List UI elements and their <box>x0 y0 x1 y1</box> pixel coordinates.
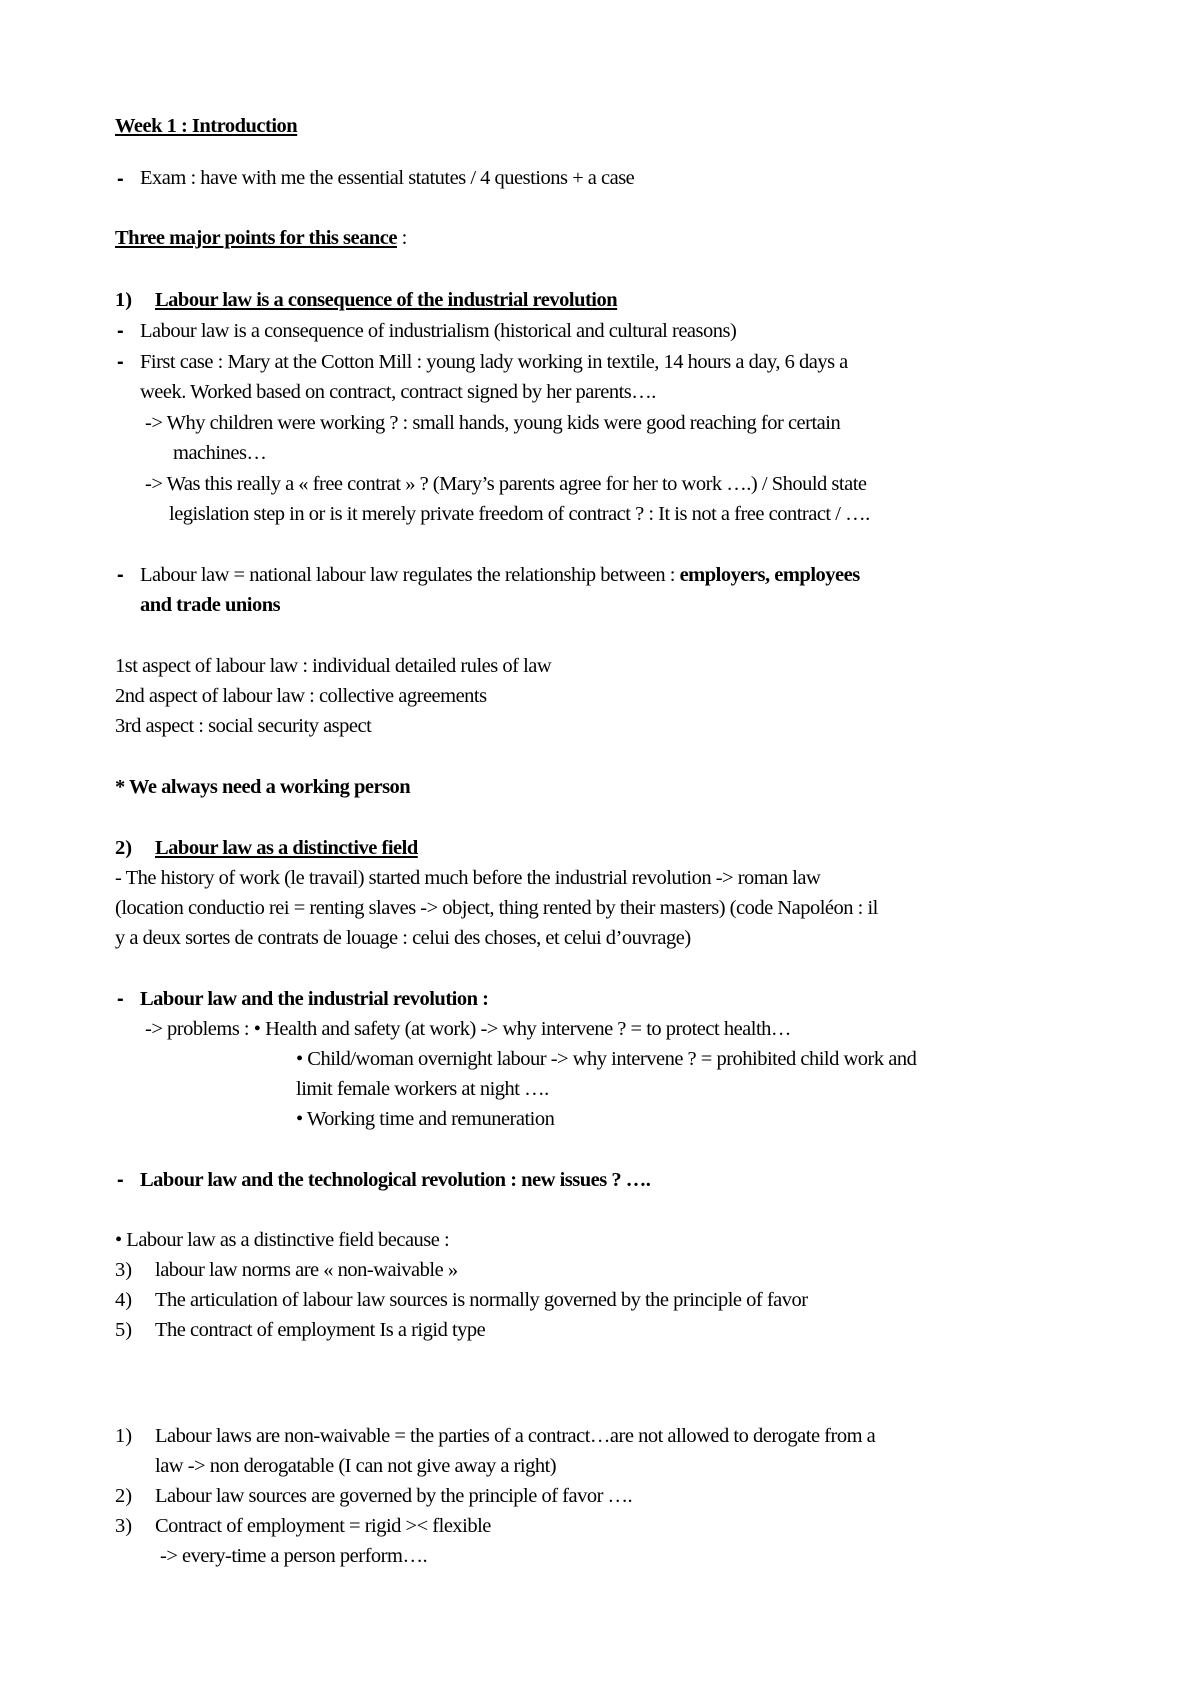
list1-item: The articulation of labour law sources is normally governed by the principle of favor <box>155 1289 808 1311</box>
three-points-heading: Three major points for this seance <box>115 227 397 249</box>
bullet-dash: - <box>117 351 124 373</box>
bullet-3-plain: Labour law = national labour law regulates the relationship between : <box>140 564 680 586</box>
list2-item-line1: Contract of employment = rigid >< flexible <box>155 1515 491 1537</box>
section1-bullet-3-line2: and trade unions <box>140 594 281 616</box>
working-person-note: * We always need a working person <box>115 776 411 798</box>
list2-number: 2) <box>115 1485 133 1507</box>
problem-1: • Health and safety (at work) -> why intervene ? = to protect health… <box>253 1018 791 1040</box>
bullet-dash: - <box>117 320 124 342</box>
exam-line: Exam : have with me the essential statutes / 4 questions + a case <box>140 167 635 189</box>
list1-item: The contract of employment Is a rigid type <box>155 1319 486 1341</box>
list2-number: 3) <box>115 1515 133 1537</box>
history-line2: (location conductio rei = renting slaves -> object, thing rented by their masters) (code Napoléon : il <box>115 897 878 919</box>
aspect-3: 3rd aspect : social security aspect <box>115 715 372 737</box>
problems-line <box>145 1015 791 1043</box>
section1-bullet-3-line1 <box>140 561 860 589</box>
list1-number: 4) <box>115 1289 133 1311</box>
list2-item-line1: Labour law sources are governed by the principle of favor …. <box>155 1485 633 1507</box>
list2-item-line1: Labour laws are non-waivable = the parties of a contract…are not allowed to derogate from a <box>155 1425 876 1447</box>
bullet-dash: - <box>117 1169 124 1191</box>
list2-item-line2: -> every-time a person perform…. <box>160 1545 428 1567</box>
section1-heading: Labour law is a consequence of the industrial revolution <box>155 289 618 311</box>
three-points-suffix: : <box>396 227 407 249</box>
problem-2-line1: • Child/woman overnight labour -> why intervene ? = prohibited child work and <box>296 1048 917 1070</box>
history-line3: y a deux sortes de contrats de louage : celui des choses, et celui d’ouvrage) <box>115 927 691 949</box>
problem-2-line2: limit female workers at night …. <box>296 1078 549 1100</box>
list1-item: labour law norms are « non-waivable » <box>155 1259 458 1281</box>
section1-number: 1) <box>115 289 133 311</box>
bullet-3-bold: employers, employees <box>679 564 860 586</box>
aspect-1: 1st aspect of labour law : individual detailed rules of law <box>115 655 552 677</box>
aspect-2: 2nd aspect of labour law : collective agreements <box>115 685 487 707</box>
industrial-revolution-heading: Labour law and the industrial revolution : <box>140 988 489 1010</box>
bullet-dash: - <box>117 988 124 1010</box>
distinctive-field-because: • Labour law as a distinctive field because : <box>115 1229 450 1251</box>
history-line1: - The history of work (le travail) started much before the industrial revolution -> roman law <box>115 867 821 889</box>
technological-revolution-heading: Labour law and the technological revolution : new issues ? …. <box>140 1169 651 1191</box>
list1-number: 3) <box>115 1259 133 1281</box>
three-points-line <box>115 224 407 252</box>
page-title: Week 1 : Introduction <box>115 115 298 137</box>
section2-heading: Labour law as a distinctive field <box>155 837 418 859</box>
bullet-dash: - <box>117 168 124 190</box>
section1-bullet-2-line2: week. Worked based on contract, contract signed by her parents…. <box>140 381 656 403</box>
arrow-point-2-line2: legislation step in or is it merely private freedom of contract ? : It is not a free contract / …. <box>169 503 870 525</box>
list2-item-line2: law -> non derogatable (I can not give away a right) <box>155 1455 557 1477</box>
bullet-dash: - <box>117 564 124 586</box>
arrow-point-1-line2: machines… <box>173 442 267 464</box>
problem-3: • Working time and remuneration <box>296 1108 555 1130</box>
list2-number: 1) <box>115 1425 133 1447</box>
section1-bullet-1: Labour law is a consequence of industrialism (historical and cultural reasons) <box>140 320 737 342</box>
section2-number: 2) <box>115 837 133 859</box>
problems-prefix: -> problems : <box>145 1018 254 1040</box>
arrow-point-1-line1: -> Why children were working ? : small hands, young kids were good reaching for certain <box>145 412 841 434</box>
list1-number: 5) <box>115 1319 133 1341</box>
arrow-point-2-line1: -> Was this really a « free contrat » ? (Mary’s parents agree for her to work ….) / Should state <box>145 473 867 495</box>
section1-bullet-2-line1: First case : Mary at the Cotton Mill : young lady working in textile, 14 hours a day, 6 days a <box>140 351 848 373</box>
